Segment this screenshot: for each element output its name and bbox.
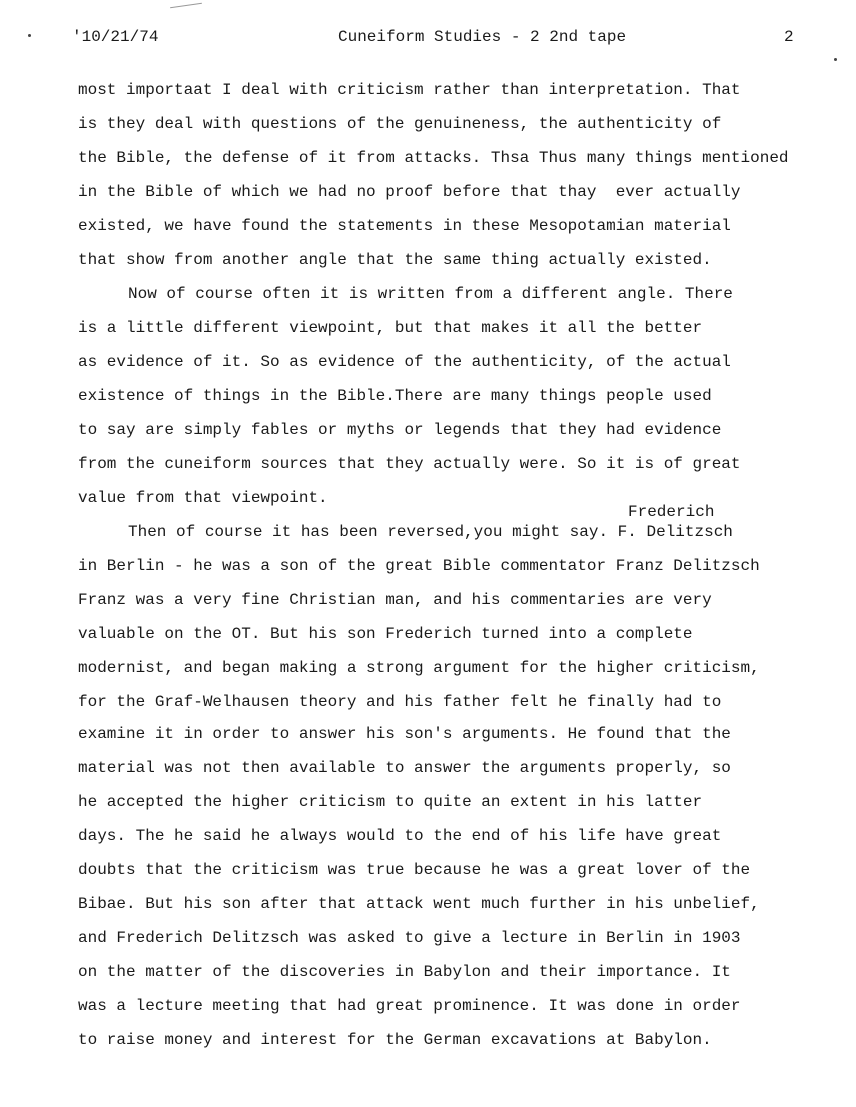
text-line: doubts that the criticism was true because he was a great lover of the (78, 861, 751, 879)
text-line: Bibae. But his son after that attack went much further in his unbelief, (78, 895, 760, 913)
text-line: he accepted the higher criticism to quite an extent in his latter (78, 793, 703, 811)
text-line: most importaat I deal with criticism rather than interpretation. That (78, 81, 741, 99)
text-line: from the cuneiform sources that they actually were. So it is of great (78, 455, 741, 473)
text-line: valuable on the OT. But his son Frederich turned into a complete (78, 625, 693, 643)
page-title: Cuneiform Studies - 2 2nd tape (338, 28, 627, 46)
page-date: '10/21/74 (72, 28, 159, 46)
text-line: examine it in order to answer his son's arguments. He found that the (78, 725, 731, 743)
text-line: as evidence of it. So as evidence of the authenticity, of the actual (78, 353, 731, 371)
text-line: to raise money and interest for the German excavations at Babylon. (78, 1031, 712, 1049)
page-number: 2 (784, 28, 794, 46)
text-line: existence of things in the Bible.There are many things people used (78, 387, 712, 405)
text-line: days. The he said he always would to the end of his life have great (78, 827, 722, 845)
text-line: the Bible, the defense of it from attacks. Thsa Thus many things mentioned (78, 149, 789, 167)
text-line: modernist, and began making a strong argument for the higher criticism, (78, 659, 760, 677)
text-line: Franz was a very fine Christian man, and his commentaries are very (78, 591, 712, 609)
text-line: in the Bible of which we had no proof before that thay ever actually (78, 183, 741, 201)
speck-mark (834, 58, 837, 61)
text-line: in Berlin - he was a son of the great Bible commentator Franz Delitzsch (78, 557, 760, 575)
text-line: is a little different viewpoint, but that makes it all the better (78, 319, 703, 337)
text-line: and Frederich Delitzsch was asked to give a lecture in Berlin in 1903 (78, 929, 741, 947)
text-line: Then of course it has been reversed,you might say. F. Delitzsch (128, 523, 733, 541)
handwritten-margin-note: Frederich (628, 503, 715, 521)
text-line: material was not then available to answer the arguments properly, so (78, 759, 731, 777)
text-line: value from that viewpoint. (78, 489, 328, 507)
pen-scratch-mark (170, 3, 202, 8)
text-line: existed, we have found the statements in these Mesopotamian material (78, 217, 731, 235)
text-line: for the Graf-Welhausen theory and his father felt he finally had to (78, 693, 722, 711)
text-line: Now of course often it is written from a different angle. There (128, 285, 733, 303)
text-line: is they deal with questions of the genuineness, the authenticity of (78, 115, 722, 133)
text-line: was a lecture meeting that had great prominence. It was done in order (78, 997, 741, 1015)
text-line: to say are simply fables or myths or legends that they had evidence (78, 421, 722, 439)
speck-mark (28, 34, 31, 37)
text-line: on the matter of the discoveries in Babylon and their importance. It (78, 963, 731, 981)
text-line: that show from another angle that the same thing actually existed. (78, 251, 712, 269)
